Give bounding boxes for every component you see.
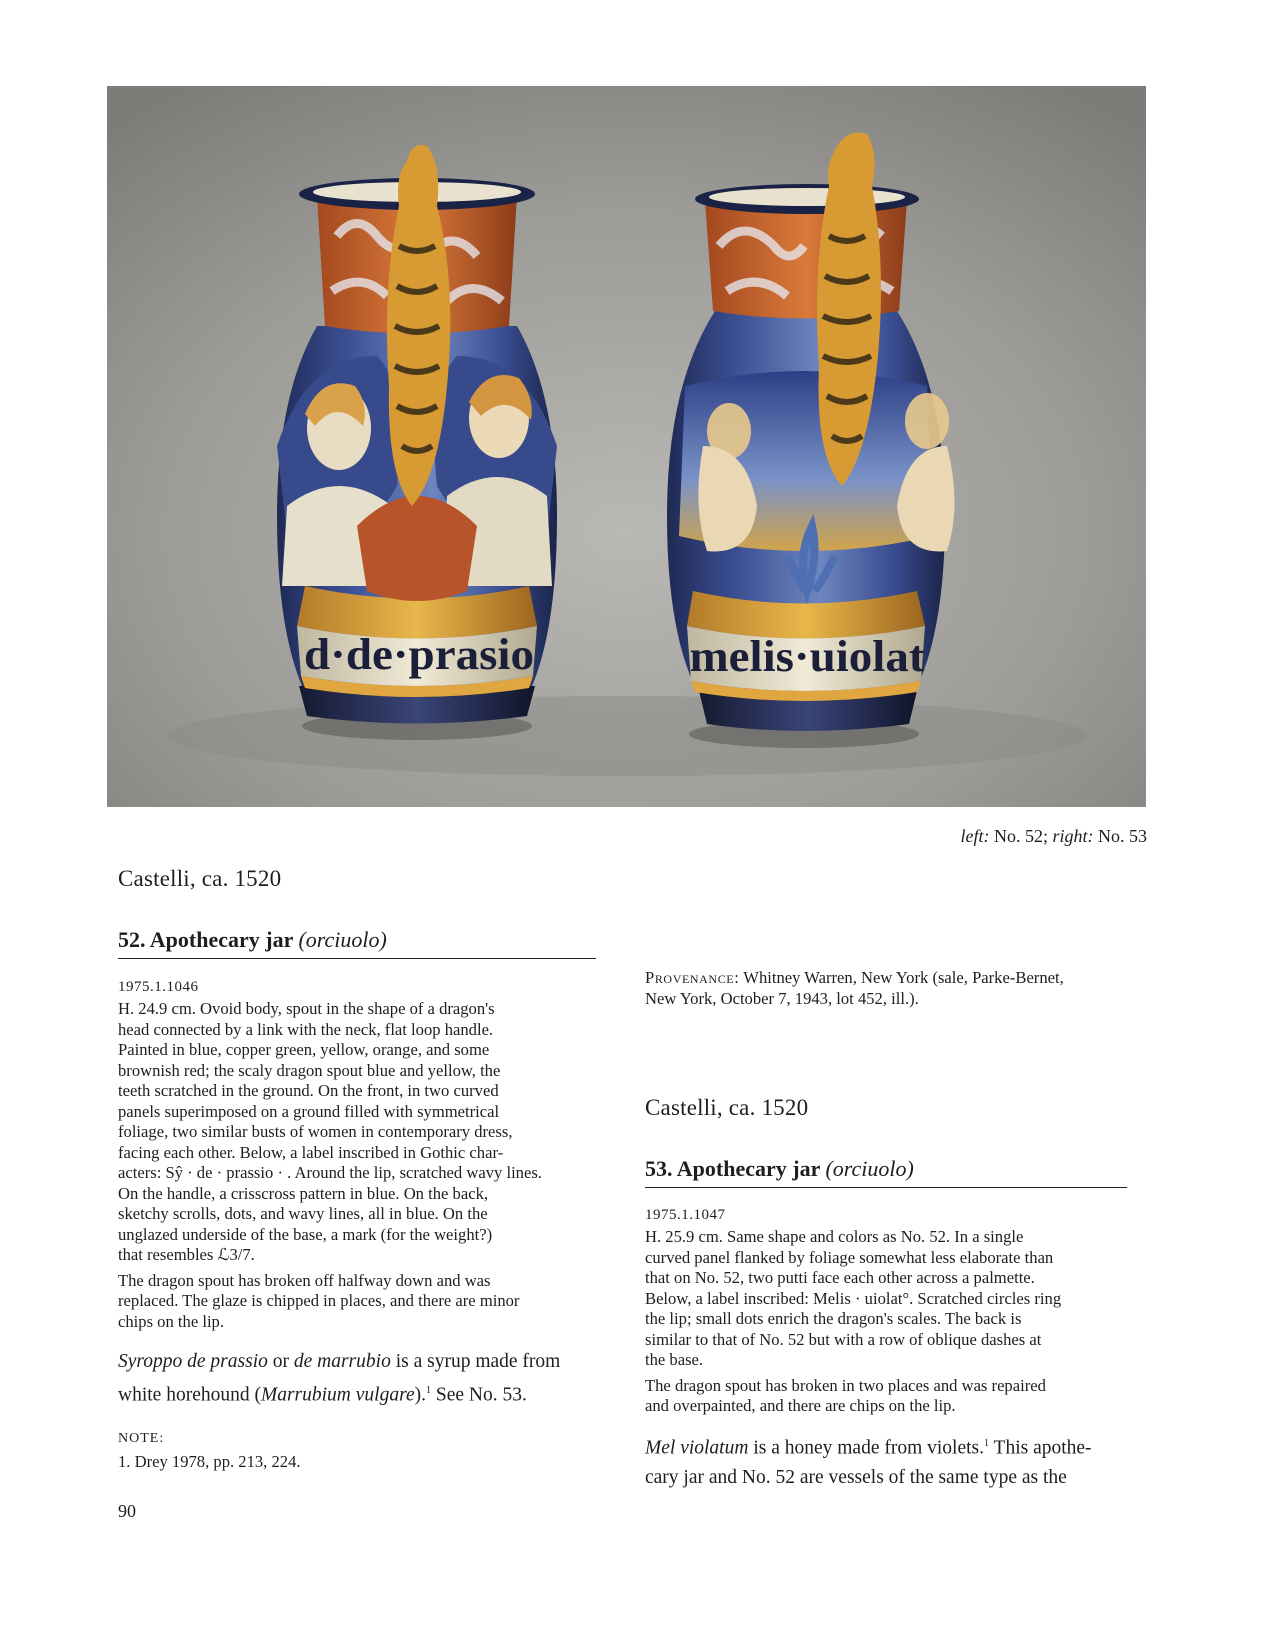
- entry53-desc-line: similar to that of No. 52 but with a row of oblique dashes at: [645, 1329, 1042, 1349]
- entry53-commentary: [645, 1429, 1130, 1492]
- entry52-title: [118, 927, 596, 959]
- entry52-desc-line: that resembles ℒ3/7.: [118, 1245, 255, 1264]
- entry52-desc-line: On the handle, a crisscross pattern in blue. On the back,: [118, 1183, 489, 1203]
- comm-text: is a syrup made from: [390, 1351, 561, 1372]
- entry53-accession: 1975.1.1047: [645, 1207, 726, 1223]
- entry53-title: [645, 1156, 1127, 1188]
- entry52-description: [118, 999, 593, 1337]
- entry52-title-italian: (orciuolo): [298, 927, 387, 952]
- entry53-desc-line: Below, a label inscribed: Melis · uiolat°. Scratched circles ring: [645, 1288, 1062, 1308]
- entry52-condition-line: chips on the lip.: [118, 1311, 225, 1331]
- entry53-provenance: [645, 968, 1125, 1009]
- comm-text: This apothe-: [989, 1437, 1092, 1459]
- entry52-desc-line: head connected by a link with the neck, flat loop handle.: [118, 1019, 494, 1039]
- comm-text: is a honey made from violets.: [748, 1437, 985, 1459]
- entry52-condition-line: replaced. The glaze is chipped in places, and there are minor: [118, 1291, 520, 1310]
- entry53-desc-line: H. 25.9 cm. Same shape and colors as No. 52. In a single: [645, 1227, 1024, 1246]
- entry52-accession: 1975.1.1046: [118, 979, 199, 995]
- entry52-condition: [118, 1271, 593, 1333]
- note-1: 1. Drey 1978, pp. 213, 224.: [118, 1452, 301, 1471]
- entry52-desc-line: foliage, two similar busts of women in contemporary dress,: [118, 1122, 513, 1141]
- entry52-maker: Castelli, ca. 1520: [118, 866, 282, 891]
- entry53-title-italian: (orciuolo): [825, 1156, 914, 1181]
- comm-text: white horehound (: [118, 1384, 261, 1406]
- caption-right-number: No. 53: [1098, 826, 1147, 846]
- footnote-ref: 1: [984, 1438, 990, 1449]
- entry53-title-text: 53. Apothecary jar: [645, 1156, 820, 1181]
- entry53-desc-line: the lip; small dots enrich the dragon's scales. The back is: [645, 1309, 1022, 1328]
- entry52-condition-line: The dragon spout has broken off halfway down and was: [118, 1270, 491, 1290]
- entry53-desc-line: that on No. 52, two putti face each other across a palmette.: [645, 1268, 1035, 1287]
- entry52-desc-line: facing each other. Below, a label inscribed in Gothic char-: [118, 1142, 504, 1162]
- comm-text: See No. 53.: [430, 1384, 527, 1406]
- entry52-desc-line: panels superimposed on a ground filled with symmetrical: [118, 1101, 500, 1121]
- entry53-condition-line: The dragon spout has broken in two places and was repaired: [645, 1375, 1046, 1395]
- entry52-commentary: [118, 1347, 598, 1410]
- comm-italic: Mel violatum: [645, 1437, 749, 1459]
- entry53-description: [645, 1227, 1127, 1422]
- photo-apothecary-jars: [107, 86, 1146, 807]
- right-jar-inscription: melis·uiolat: [689, 632, 925, 681]
- entry53-desc-line: curved panel flanked by foliage somewhat less elaborate than: [645, 1247, 1054, 1267]
- entry52-desc-line: brownish red; the scaly dragon spout blue and yellow, the: [118, 1060, 501, 1080]
- footnote-ref: 1: [425, 1385, 431, 1396]
- caption-left-number: No. 52;: [993, 826, 1048, 846]
- entry52-desc-line: Painted in blue, copper green, yellow, orange, and some: [118, 1040, 490, 1059]
- caption-left-label: left:: [960, 826, 990, 846]
- caption-right-label: right:: [1052, 826, 1094, 846]
- entry52-desc-line: H. 24.9 cm. Ovoid body, spout in the shape of a dragon's: [118, 999, 495, 1018]
- entry52-title-text: 52. Apothecary jar: [118, 927, 293, 952]
- comm-text: ).: [414, 1384, 426, 1406]
- provenance-label: Provenance:: [645, 968, 740, 987]
- left-jar-inscription: d·de·prasio: [304, 630, 534, 679]
- figure-caption: [960, 826, 1147, 847]
- entry52-desc-line: unglazed underside of the base, a mark (for the weight?): [118, 1224, 493, 1244]
- comm-text: cary jar and No. 52 are vessels of the same type as the: [645, 1466, 1067, 1488]
- comm-text: or: [267, 1351, 294, 1372]
- provenance-line: Whitney Warren, New York (sale, Parke-Bernet,: [743, 968, 1064, 987]
- entry52-desc-line: acters: Sŷ · de · prassio · . Around the lip, scratched wavy lines.: [118, 1163, 542, 1182]
- entry53-condition-line: and overpainted, and there are chips on the lip.: [645, 1396, 956, 1415]
- comm-italic: de marrubio: [293, 1351, 391, 1372]
- entry53-condition: [645, 1376, 1127, 1417]
- provenance-line: New York, October 7, 1943, lot 452, ill.).: [645, 988, 919, 1008]
- page-number: 90: [118, 1501, 136, 1521]
- notes-heading: NOTE:: [118, 1431, 165, 1446]
- entry52-desc-line: teeth scratched in the ground. On the front, in two curved: [118, 1081, 499, 1100]
- entry53-maker: Castelli, ca. 1520: [645, 1095, 809, 1120]
- comm-italic: Syroppo de prassio: [118, 1351, 268, 1372]
- entry52-desc-line: sketchy scrolls, dots, and wavy lines, all in blue. On the: [118, 1204, 488, 1223]
- entry53-desc-line: the base.: [645, 1350, 704, 1369]
- comm-italic: Marrubium vulgare: [260, 1384, 415, 1406]
